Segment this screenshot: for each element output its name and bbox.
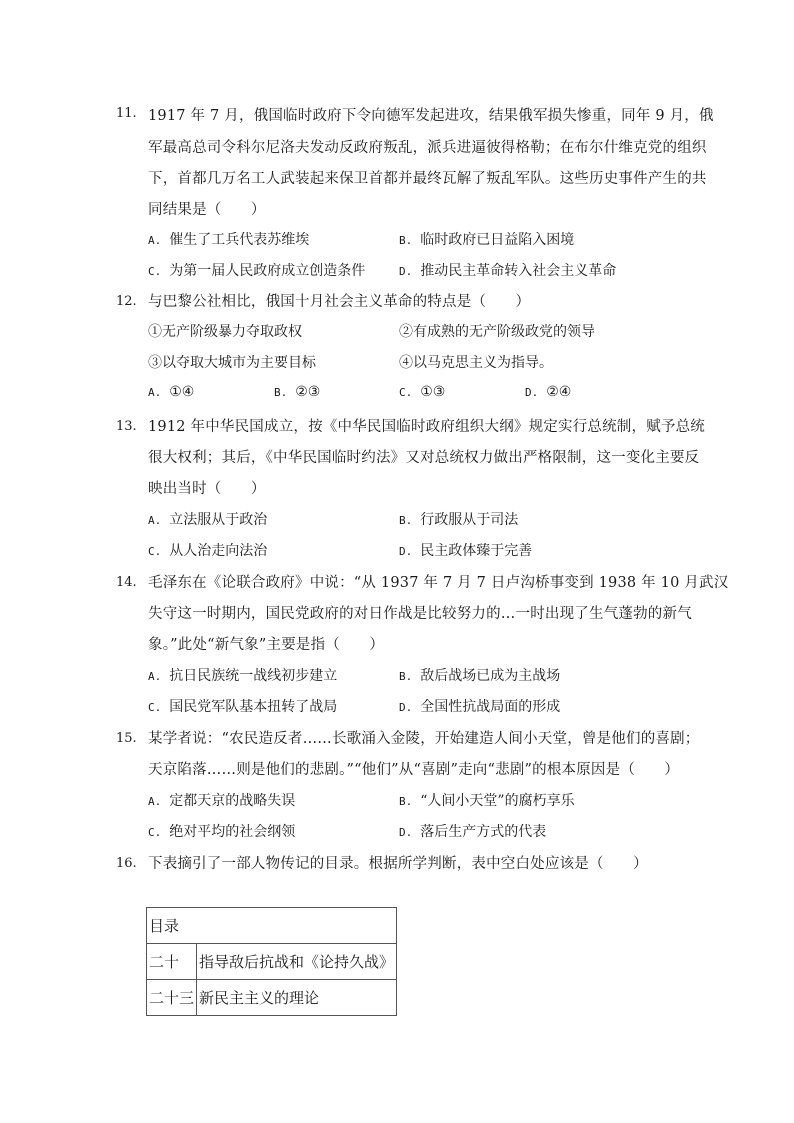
option-c[interactable] bbox=[148, 696, 337, 716]
option-text: 落后生产方式的代表 bbox=[420, 824, 547, 840]
question-text-line: 毛泽东在《论联合政府》中说：“从 1937 年 7 月 7 日卢沟桥事变到 1938 年 10 月武汉 bbox=[148, 575, 729, 591]
question-text-line: 象。”此处“新气象”主要是指（ ） bbox=[148, 637, 385, 653]
statement: ④以马克思主义为指导。 bbox=[399, 355, 553, 371]
question-text-line: 某学者说：“农民造反者……长歌涌入金陵，开始建造人间小天堂，曾是他们的喜剧； bbox=[148, 731, 700, 747]
option-text: 民主政体臻于完善 bbox=[420, 543, 533, 559]
question-number: 12. bbox=[116, 294, 137, 309]
table-cell-title: 新民主主义的理论 bbox=[197, 980, 397, 1016]
option-key: B. bbox=[399, 795, 413, 808]
option-a[interactable] bbox=[148, 790, 295, 810]
option-b[interactable] bbox=[399, 790, 575, 810]
option-d[interactable] bbox=[399, 540, 532, 560]
statement: ③以夺取大城市为主要目标 bbox=[148, 355, 316, 371]
option-key: C. bbox=[148, 545, 162, 558]
table-cell-chapter: 二十三 bbox=[147, 980, 197, 1016]
option-key: A. bbox=[148, 795, 162, 808]
option-d[interactable] bbox=[525, 384, 571, 400]
table-cell-chapter: 二十 bbox=[147, 944, 197, 980]
table-header-row bbox=[147, 908, 397, 944]
option-text: “人间小天堂”的腐朽享乐 bbox=[420, 793, 575, 809]
option-key: C. bbox=[148, 265, 162, 278]
option-text: 行政服从于司法 bbox=[420, 512, 519, 528]
option-text: 绝对平均的社会纲领 bbox=[169, 824, 296, 840]
statement: ②有成熟的无产阶级政党的领导 bbox=[399, 324, 595, 340]
question-number: 16. bbox=[116, 856, 137, 871]
option-c[interactable] bbox=[399, 384, 445, 400]
option-c[interactable] bbox=[148, 540, 267, 560]
question-number: 15. bbox=[116, 731, 137, 746]
question-text-line: 很大权利；其后，《中华民国临时约法》又对总统权力做出严格限制，这一变化主要反 bbox=[148, 450, 700, 466]
option-text: 敌后战场已成为主战场 bbox=[420, 668, 561, 684]
option-a[interactable] bbox=[148, 509, 267, 529]
option-text: ②④ bbox=[546, 384, 572, 400]
question-text-line: 映出当时（ ） bbox=[148, 481, 266, 497]
option-text: ①③ bbox=[420, 384, 446, 400]
question-number: 13. bbox=[116, 419, 137, 434]
option-d[interactable] bbox=[399, 260, 616, 280]
question-text-line: 1912 年中华民国成立，按《中华民国临时政府组织大纲》规定实行总统制，赋予总统 bbox=[148, 419, 706, 435]
option-key: A. bbox=[148, 386, 162, 399]
toc-table bbox=[146, 907, 397, 1016]
question-text-line: 下表摘引了一部人物传记的目录。根据所学判断，表中空白处应该是（ ） bbox=[148, 856, 648, 872]
table-row bbox=[147, 944, 397, 980]
option-d[interactable] bbox=[399, 696, 560, 716]
option-key: D. bbox=[399, 826, 413, 839]
option-key: D. bbox=[399, 545, 413, 558]
question-text-line: 同结果是（ ） bbox=[148, 202, 266, 218]
option-key: C. bbox=[148, 826, 162, 839]
question-number: 11. bbox=[116, 106, 137, 121]
option-key: A. bbox=[148, 514, 162, 527]
option-key: D. bbox=[399, 265, 413, 278]
option-key: A. bbox=[148, 234, 162, 247]
question-text-line: 下，首都几万名工人武装起来保卫首都并最终瓦解了叛乱军队。这些历史事件产生的共 bbox=[148, 171, 707, 187]
option-a[interactable] bbox=[148, 229, 309, 249]
option-key: D. bbox=[399, 701, 413, 714]
option-key: D. bbox=[525, 386, 539, 399]
option-text: 为第一届人民政府成立创造条件 bbox=[169, 263, 366, 279]
option-key: B. bbox=[399, 670, 413, 683]
option-text: ②③ bbox=[295, 384, 321, 400]
option-text: 抗日民族统一战线初步建立 bbox=[169, 668, 338, 684]
option-key: C. bbox=[148, 701, 162, 714]
option-text: 临时政府已日益陷入困境 bbox=[420, 232, 575, 248]
option-text: ①④ bbox=[169, 384, 195, 400]
question-text-line: 失守这一时期内，国民党政府的对日作战是比较努力的…一时出现了生气蓬勃的新气 bbox=[148, 606, 692, 622]
statement: ①无产阶级暴力夺取政权 bbox=[148, 324, 302, 340]
option-text: 全国性抗战局面的形成 bbox=[420, 699, 561, 715]
option-text: 立法服从于政治 bbox=[169, 512, 268, 528]
question-text-line: 1917 年 7 月，俄国临时政府下令向德军发起进攻，结果俄军损失惨重，同年 9 月，俄 bbox=[148, 108, 714, 124]
option-d[interactable] bbox=[399, 821, 546, 841]
option-b[interactable] bbox=[399, 229, 574, 249]
question-text-line: 与巴黎公社相比，俄国十月社会主义革命的特点是（ ） bbox=[148, 294, 531, 310]
option-key: B. bbox=[399, 234, 413, 247]
option-c[interactable] bbox=[148, 260, 365, 280]
option-text: 从人治走向法治 bbox=[169, 543, 268, 559]
option-a[interactable] bbox=[148, 384, 194, 400]
table-cell-title: 指导敌后抗战和《论持久战》 bbox=[197, 944, 397, 980]
table-header-cell: 目录 bbox=[147, 908, 397, 944]
option-key: C. bbox=[399, 386, 413, 399]
option-b[interactable] bbox=[399, 665, 560, 685]
option-text: 定都天京的战略失误 bbox=[169, 793, 296, 809]
option-text: 推动民主革命转入社会主义革命 bbox=[420, 263, 617, 279]
option-b[interactable] bbox=[274, 384, 320, 400]
option-text: 国民党军队基本扭转了战局 bbox=[169, 699, 338, 715]
option-a[interactable] bbox=[148, 665, 337, 685]
option-key: B. bbox=[274, 386, 288, 399]
question-text-line: 天京陷落……则是他们的悲剧。”“他们”从“喜剧”走向“悲剧”的根本原因是（ ） bbox=[148, 762, 680, 778]
option-text: 催生了工兵代表苏维埃 bbox=[169, 232, 310, 248]
table-row bbox=[147, 980, 397, 1016]
option-c[interactable] bbox=[148, 821, 295, 841]
option-key: A. bbox=[148, 670, 162, 683]
question-number: 14. bbox=[116, 575, 137, 590]
option-b[interactable] bbox=[399, 509, 518, 529]
question-text-line: 军最高总司令科尔尼洛夫发动反政府叛乱，派兵进逼彼得格勒；在布尔什维克党的组织 bbox=[148, 140, 707, 156]
option-key: B. bbox=[399, 514, 413, 527]
